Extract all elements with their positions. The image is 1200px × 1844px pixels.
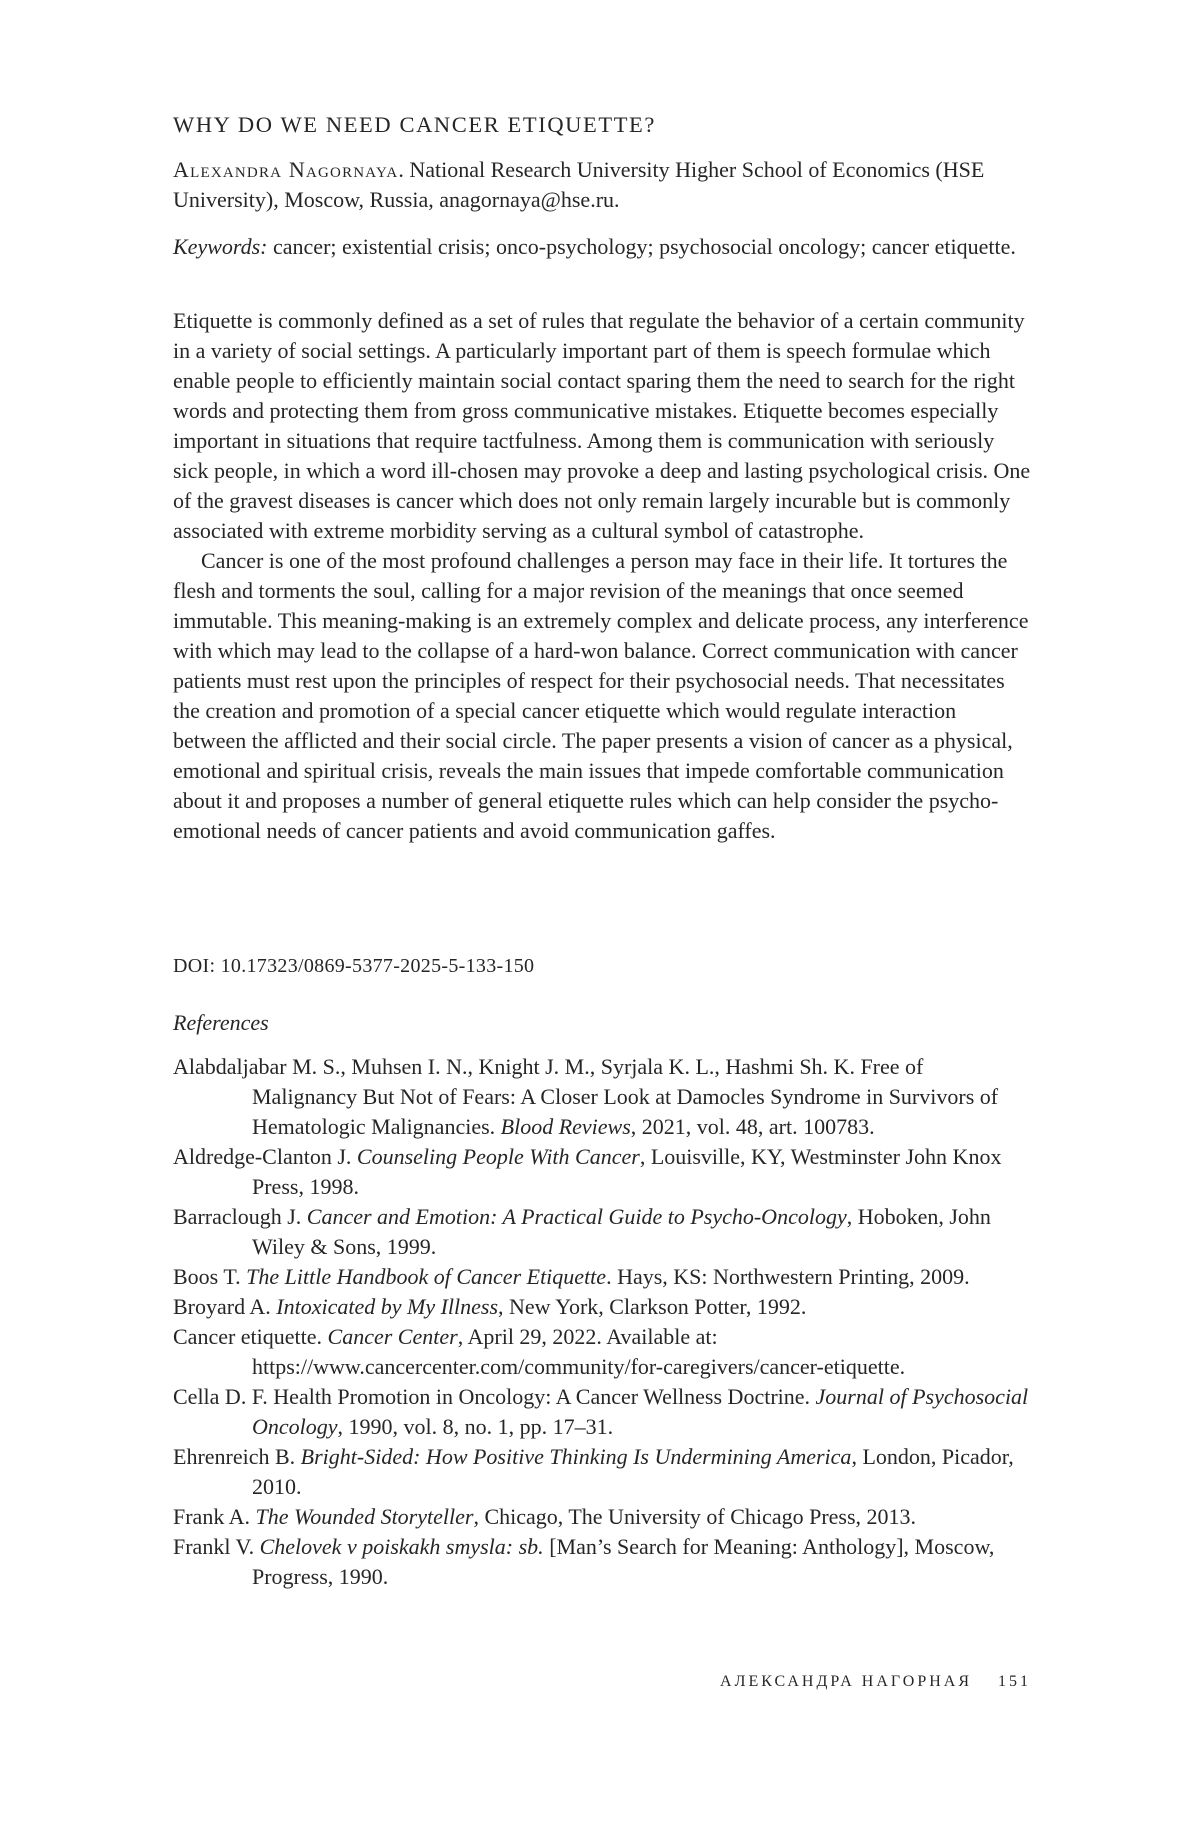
reference-text: Alabdaljabar M. S., Muhsen I. N., Knight J. M., Syrjala K. L., Hashmi Sh. K. Free of Malignancy But Not of Fears: A Closer Look at Damocles Syndrome in Survivors of Hematologic Malignancies. xyxy=(173,1054,999,1139)
keywords-block xyxy=(173,232,1031,262)
reference-title: Bright-Sided: How Positive Thinking Is Undermining America xyxy=(300,1444,852,1469)
reference-title: Journal of Psychosocial Oncology xyxy=(252,1384,1029,1439)
references-heading: References xyxy=(173,1010,269,1035)
doi: DOI: 10.17323/0869-5377-2025-5-133-150 xyxy=(173,955,535,977)
author-affiliation: National Research University Higher School of Economics (HSE University), Moscow, Russia, anagornaya@hse.ru. xyxy=(173,157,985,212)
reference-details: , 2021, vol. 48, art. 100783. xyxy=(630,1114,875,1139)
reference-title: The Wounded Storyteller xyxy=(255,1504,474,1529)
reference-details: , April 29, 2022. Available at: https://www.cancercenter.com/community/for-caregivers/cancer-etiquette. xyxy=(252,1324,906,1379)
reference-details: , New York, Clarkson Potter, 1992. xyxy=(498,1294,807,1319)
reference-item xyxy=(173,1532,1031,1592)
reference-title: Blood Reviews xyxy=(500,1114,631,1139)
author-affiliation-block xyxy=(173,155,1031,215)
reference-text: Cella D. F. Health Promotion in Oncology: A Cancer Wellness Doctrine. xyxy=(173,1384,816,1409)
author-name: Alexandra Nagornaya xyxy=(173,157,399,182)
reference-text: Broyard A. xyxy=(173,1294,277,1319)
reference-item xyxy=(173,1382,1031,1442)
reference-title: Intoxicated by My Illness xyxy=(276,1294,499,1319)
reference-details: , Louisville, KY, Westminster John Knox Press, 1998. xyxy=(252,1144,1002,1199)
abstract xyxy=(173,306,1031,846)
reference-text: Frank A. xyxy=(173,1504,256,1529)
reference-text: Frankl V. xyxy=(173,1534,260,1559)
reference-item xyxy=(173,1262,1031,1292)
reference-item xyxy=(173,1322,1031,1382)
abstract-paragraph-1: Etiquette is commonly defined as a set of rules that regulate the behavior of a certain community in a variety of social settings. A particularly important part of them is speech formulae which enable people to efficiently maintain social contact sparing them the need to search for the right words and protecting them from gross communicative mistakes. Etiquette becomes especially important in situations that require tactfulness. Among them is communication with seriously sick people, in which a word ill-chosen may provoke a deep and lasting psychological crisis. One of the gravest diseases is cancer which does not only remain largely incurable but is commonly associated with extreme morbidity serving as a cultural symbol of catastrophe. xyxy=(173,308,1031,543)
reference-title: Cancer and Emotion: A Practical Guide to Psycho-Oncology xyxy=(306,1204,847,1229)
page-number: 151 xyxy=(998,1673,1031,1690)
keywords-list: cancer; existential crisis; onco-psychology; psychosocial oncology; cancer etiquette. xyxy=(267,234,1016,259)
reference-title: Cancer Center xyxy=(327,1324,458,1349)
reference-details: , Chicago, The University of Chicago Press, 2013. xyxy=(473,1504,917,1529)
reference-title: Counseling People With Cancer xyxy=(356,1144,640,1169)
reference-details: , Hoboken, John Wiley & Sons, 1999. xyxy=(252,1204,991,1259)
reference-text: Aldredge-Clanton J. xyxy=(173,1144,357,1169)
author-separator: . xyxy=(398,157,410,182)
reference-details: , 1990, vol. 8, no. 1, pp. 17–31. xyxy=(337,1414,614,1439)
reference-item xyxy=(173,1502,1031,1532)
article-title: WHY DO WE NEED CANCER ETIQUETTE? xyxy=(173,112,656,137)
reference-item xyxy=(173,1442,1031,1502)
keywords-label: Keywords: xyxy=(173,234,268,259)
running-head: АЛЕКСАНДРА НАГОРНАЯ xyxy=(720,1673,972,1690)
running-footer xyxy=(673,1670,1031,1694)
reference-title: The Little Handbook of Cancer Etiquette xyxy=(246,1264,607,1289)
reference-details: , London, Picador, 2010. xyxy=(252,1444,1014,1499)
reference-title: Chelovek v poiskakh smysla: sb. xyxy=(259,1534,544,1559)
reference-text: Cancer etiquette. xyxy=(173,1324,328,1349)
reference-text: Ehrenreich B. xyxy=(173,1444,301,1469)
reference-item xyxy=(173,1202,1031,1262)
reference-text: Boos T. xyxy=(173,1264,247,1289)
reference-item xyxy=(173,1142,1031,1202)
reference-details: . Hays, KS: Northwestern Printing, 2009. xyxy=(606,1264,970,1289)
abstract-paragraph-2: Cancer is one of the most profound challenges a person may face in their life. It tortures the flesh and torments the soul, calling for a major revision of the meanings that once seemed immutable. This meaning-making is an extremely complex and delicate process, any interference with which may lead to the collapse of a hard-won balance. Correct communication with cancer patients must rest upon the principles of respect for their psychosocial needs. That necessitates the creation and promotion of a special cancer etiquette which would regulate interaction between the afflicted and their social circle. The paper presents a vision of cancer as a physical, emotional and spiritual crisis, reveals the main issues that impede comfortable communication about it and proposes a number of general etiquette rules which can help consider the psycho-emotional needs of cancer patients and avoid communication gaffes. xyxy=(173,548,1029,843)
reference-item xyxy=(173,1292,1031,1322)
reference-details: [Man’s Search for Meaning: Anthology], Moscow, Progress, 1990. xyxy=(252,1534,995,1589)
reference-item xyxy=(173,1052,1031,1142)
reference-text: Barraclough J. xyxy=(173,1204,307,1229)
references-list xyxy=(173,1052,1031,1592)
